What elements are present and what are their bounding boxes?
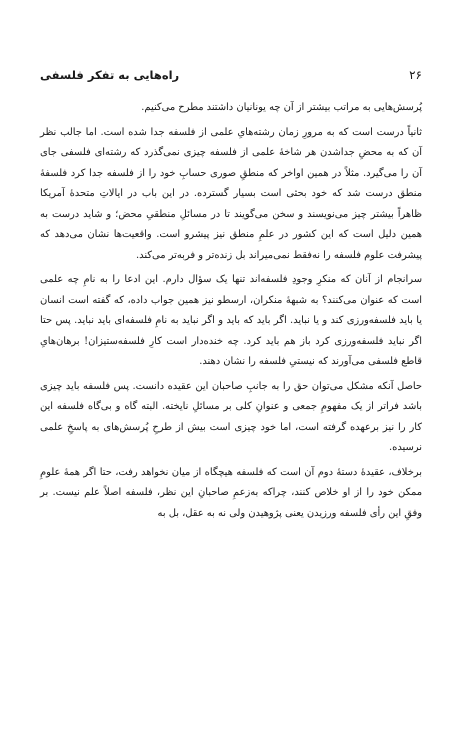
paragraph-4: حاصل آنکه مشکل می‌توان حق را به جانبِ صاحبان این عقیده دانست. پس فلسفه باید چیزی باشد فراتر از یک مفهومِ جمعی و عنوانِ کلی بر مسائلِ نایخته. البته گاه و بی‌گاه فلسفه این کار را نیز برعهده گرفته است، اما خود چیزی است بیش از طرحِ پُرسش‌های به پاسخِ علمی نرسیده.: [40, 380, 422, 453]
paragraph-1: پُرسش‌هایی به مراتب بیشتر از آن چه یونانیان داشتند مطرح می‌کنیم.: [141, 102, 422, 113]
page-number: ۲۶: [409, 68, 422, 82]
page-header: [40, 66, 422, 84]
paragraph-5: برخلاف، عقیدهٔ دستهٔ دوم آن است که فلسفه هیچگاه از میان نخواهد رفت، حتا اگر همهٔ علومِ ممکن خود را از او خلاص کنند، چراکه به‌زعمِ صاحبانِ این نظر، فلسفه اصلاً علم نیست. بر وفقِ این رأی فلسفه ورزیدن یعنی پژوهیدن ولی نه به عقل، بل به: [40, 466, 422, 519]
paragraph-2: ثانیاً درست است که به مرورِ زمان رشته‌هایِ علمی از فلسفه جدا شده است. اما جالب نظر آن که به محضِ جداشدن هر شاخهٔ علمی از فلسفه چیزی نمی‌گذرد که رشته‌ای فلسفی جای آن را می‌گیرد. مثلاً در همین اواخر که منطقِ صوری حسابِ خود را از فلسفه جدا کرد فلسفهٔ منطق درست شد که خود بحثی است بسیار گسترده. در این باب در ایالاتِ متحدهٔ آمریکا ظاهراً بیشتر چیز می‌نویسند و سخن می‌گویند تا در مسائلِ منطقیِ محض؛ و شاید درست به همین دلیل است که این کشور در علمِ منطق نیز پیشرو است. واقعیت‌ها نشان می‌دهد که پیشرفت علوم فلسفه را نه‌فقط نمی‌میراند بل زنده‌تر و فربه‌تر می‌کند.: [40, 126, 422, 261]
running-title: راه‌هایی به تفکر فلسفی: [40, 68, 180, 82]
body-text: [40, 98, 422, 524]
paragraph-3: سرانجام از آنان که منکرِ وجودِ فلسفه‌اند تنها یک سؤال دارم. این ادعا را به نامِ چه علمی است که عنوان می‌کنند؟ به شبههٔ منکران، ارسطو نیز همین جواب داده، که گفته است انسان یا باید فلسفه‌ورزی کند و یا نباید. اگر باید که باید و اگر نباید به نامِ فلسفه‌ای باید نباید. پس حتا اگر نباید فلسفه‌ورزی کرد باز هم باید کرد. چه خنده‌دار است کارِ فلسفه‌ستیزان! برهان‌هایِ قاطع فلسفی می‌آورند که نیستیِ فلسفه را نشان دهند.: [40, 274, 422, 367]
